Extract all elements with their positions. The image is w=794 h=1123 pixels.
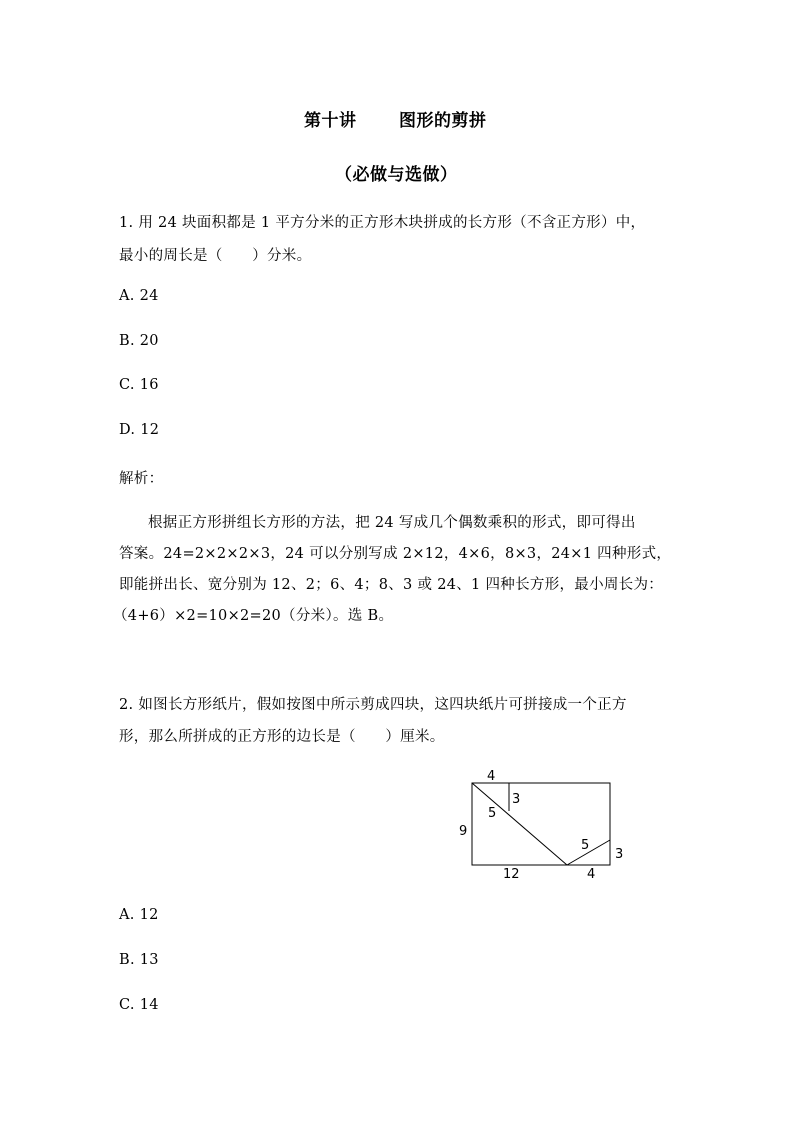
question-1-text-line-2: 最小的周长是（ ）分米。: [119, 248, 312, 264]
analysis-line-3: 即能拼出长、宽分别为 12、2；6、4；8、3 或 24、1 四种长方形，最小周长为：: [119, 577, 664, 593]
option-d: D. 12: [119, 422, 160, 438]
label-diagonal-left: 5: [488, 806, 497, 821]
label-left: 9: [459, 824, 468, 839]
question-2-text-line-1: 2. 如图长方形纸片，假如按图中所示剪成四块，这四块纸片可拼接成一个正方: [119, 697, 627, 713]
option-a: A. 24: [119, 288, 159, 304]
analysis-line-1: 根据正方形拼组长方形的方法，把 24 写成几个偶数乘积的形式，即可得出: [148, 515, 636, 531]
option-b: B. 13: [119, 952, 159, 968]
analysis-label: 解析：: [119, 471, 164, 487]
question-2-text-line-2: 形，那么所拼成的正方形的边长是（ ）厘米。: [119, 729, 445, 745]
analysis-line-4: （4+6）×2=10×2=20（分米）。选 B。: [113, 608, 394, 624]
analysis-line-2: 答案。24=2×2×2×3，24 可以分别写成 2×12，4×6，8×3，24×1 四种形式，: [119, 546, 672, 562]
page-subtitle: （必做与选做）: [335, 165, 458, 185]
rectangle-cut-diagram: [440, 760, 640, 885]
label-diagonal-right: 5: [581, 838, 590, 853]
label-bottom-right: 4: [587, 867, 596, 882]
lecture-number: 第十讲: [304, 111, 357, 131]
label-right: 3: [615, 847, 624, 862]
option-c: C. 16: [119, 377, 159, 393]
label-bottom-left: 12: [503, 867, 520, 882]
option-c: C. 14: [119, 997, 159, 1013]
rectangle-outline: [472, 783, 610, 865]
question-1-text-line-1: 1. 用 24 块面积都是 1 平方分米的正方形木块拼成的长方形（不含正方形）中，: [119, 215, 646, 231]
page-title: 图形的剪拼: [399, 111, 487, 131]
option-b: B. 20: [119, 333, 159, 349]
label-top: 4: [487, 769, 496, 784]
label-inner-vertical: 3: [512, 792, 521, 807]
option-a: A. 12: [119, 907, 159, 923]
